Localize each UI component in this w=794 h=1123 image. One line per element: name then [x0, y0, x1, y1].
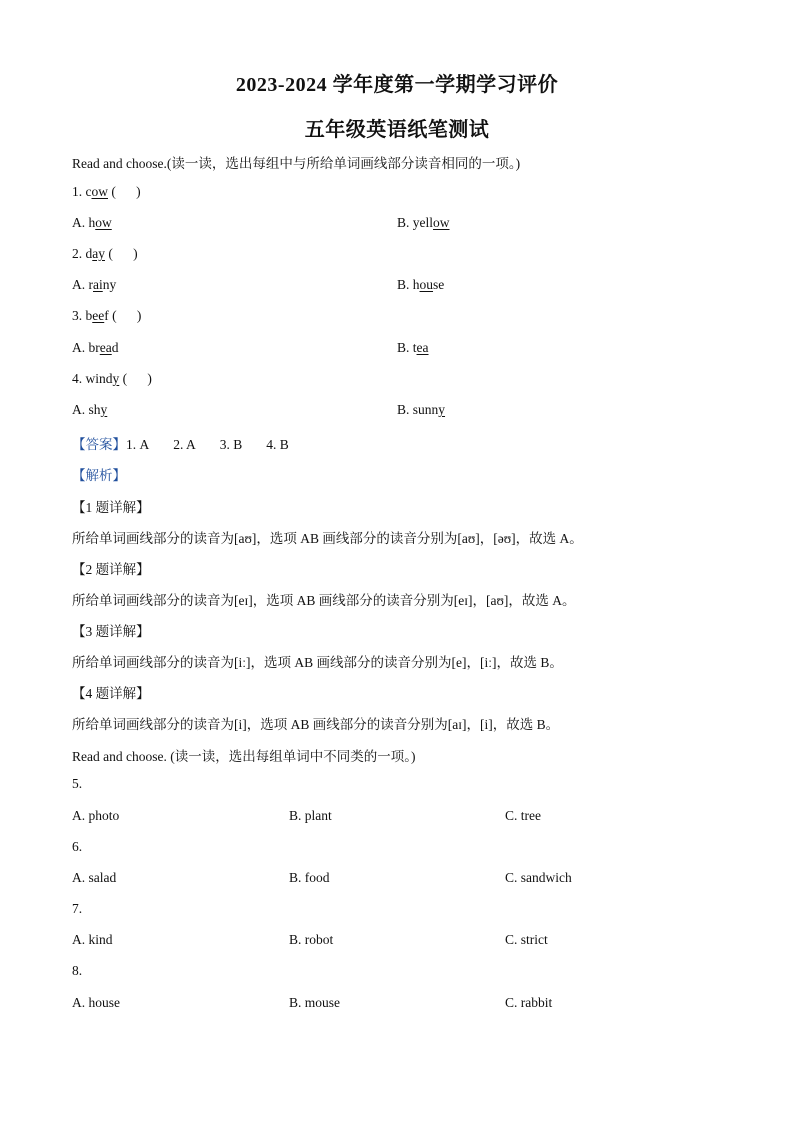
question-6-option-c[interactable]: C. sandwich — [505, 870, 572, 885]
analysis-label: 【解析】 — [72, 468, 126, 483]
question-6: 6. — [72, 839, 83, 854]
detail-4-label: 【4 题详解】 — [72, 686, 150, 701]
question-8-option-c[interactable]: C. rabbit — [505, 995, 553, 1010]
answer-blank[interactable]: ( ) — [108, 308, 142, 323]
question-7-option-b[interactable]: B. robot — [289, 932, 334, 947]
question-3-option-a[interactable]: A. bread — [72, 340, 119, 355]
page-title: 2023-2024 学年度第一学期学习评价 — [235, 74, 559, 96]
question-6-option-a[interactable]: A. salad — [72, 870, 117, 885]
question-8-option-a[interactable]: A. house — [72, 995, 120, 1010]
detail-1-label: 【1 题详解】 — [72, 500, 150, 515]
question-5-option-b[interactable]: B. plant — [289, 808, 332, 823]
question-1-option-b[interactable]: B. yellow — [397, 215, 450, 230]
question-4-option-a[interactable]: A. shy — [72, 402, 108, 417]
question-5-option-a[interactable]: A. photo — [72, 808, 120, 823]
question-4-option-b[interactable]: B. sunny — [397, 402, 446, 417]
answer-blank[interactable]: ( ) — [105, 246, 138, 261]
detail-3-text: 所给单词画线部分的读音为[iː]，选项 AB 画线部分的读音分别为[e]，[iː]，故选 B。 — [72, 655, 563, 670]
detail-3-label: 【3 题详解】 — [72, 624, 150, 639]
question-5-option-c[interactable]: C. tree — [505, 808, 541, 823]
answer-label: 【答案】 — [72, 437, 126, 452]
answer-blank[interactable]: ( ) — [119, 371, 152, 386]
question-5: 5. — [72, 776, 83, 791]
question-2: 2. day ( ) — [72, 246, 138, 261]
answer-line: 【答案】1. A 2. A 3. B 4. B — [72, 437, 289, 452]
detail-1-text: 所给单词画线部分的读音为[aʊ]，选项 AB 画线部分的读音分别为[aʊ]，[əʊ]，故选 A。 — [72, 531, 583, 546]
detail-2-label: 【2 题详解】 — [72, 562, 150, 577]
question-3-option-b[interactable]: B. tea — [397, 340, 429, 355]
question-7-option-c[interactable]: C. strict — [505, 932, 548, 947]
question-8-option-b[interactable]: B. mouse — [289, 995, 341, 1010]
question-3: 3. beef ( ) — [72, 308, 142, 323]
question-7: 7. — [72, 901, 83, 916]
question-8: 8. — [72, 963, 83, 978]
detail-4-text: 所给单词画线部分的读音为[i]，选项 AB 画线部分的读音分别为[aɪ]，[i]，故选 B。 — [72, 717, 560, 732]
question-2-option-b[interactable]: B. house — [397, 277, 445, 292]
question-1: 1. cow ( ) — [72, 184, 141, 199]
detail-2-text: 所给单词画线部分的读音为[eɪ]，选项 AB 画线部分的读音分别为[eɪ]，[aʊ]，故选 A。 — [72, 593, 576, 608]
question-7-option-a[interactable]: A. kind — [72, 932, 113, 947]
question-2-option-a[interactable]: A. rainy — [72, 277, 117, 292]
page-subtitle: 五年级英语纸笔测试 — [304, 119, 490, 141]
question-4: 4. windy ( ) — [72, 371, 152, 386]
section1-instruction: Read and choose.(读一读，选出每组中与所给单词画线部分读音相同的一项。) — [72, 156, 521, 171]
answer-blank[interactable]: ( ) — [108, 184, 141, 199]
question-6-option-b[interactable]: B. food — [289, 870, 330, 885]
section2-instruction: Read and choose. (读一读，选出每组单词中不同类的一项。) — [72, 749, 416, 764]
question-1-option-a[interactable]: A. how — [72, 215, 112, 230]
